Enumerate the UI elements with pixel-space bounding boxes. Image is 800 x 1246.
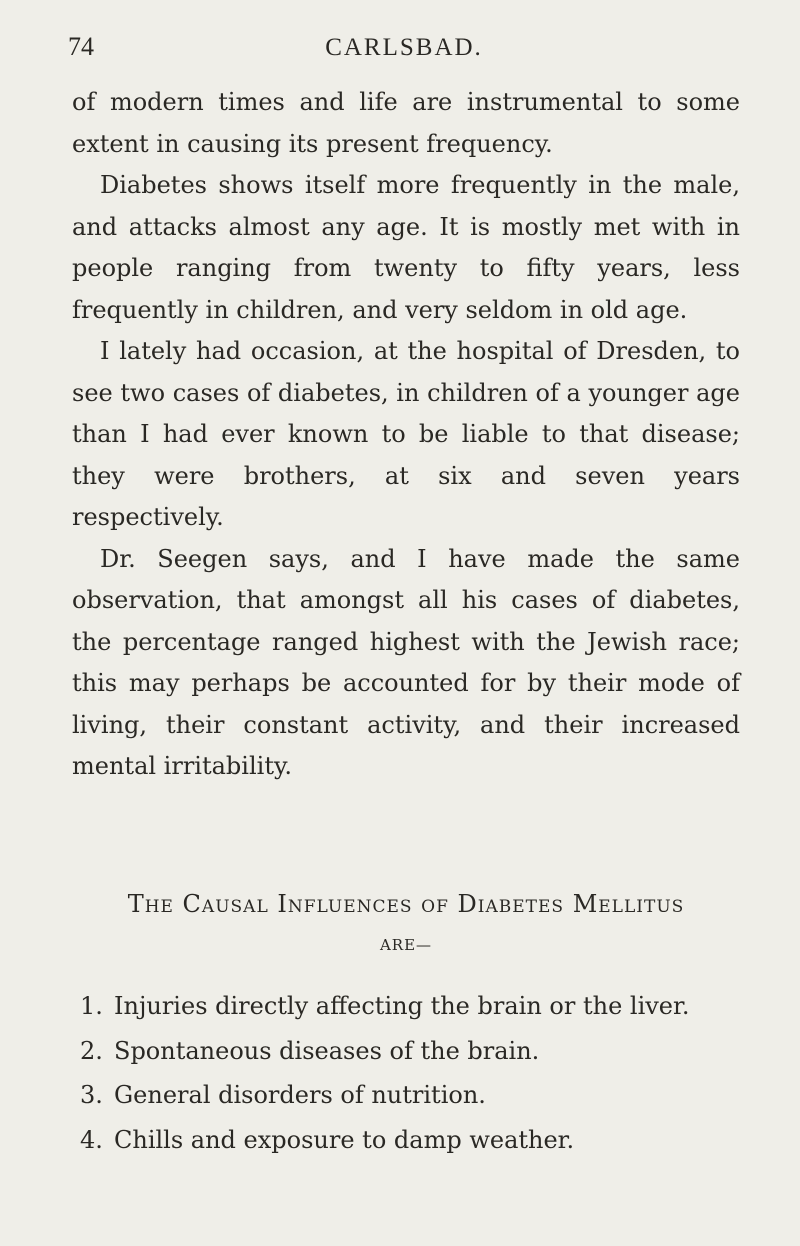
paragraph-dresden-cases: I lately had occasion, at the hospital of Dresden, to see two cases of diabetes, in children of a younger age than I had ever known to be liable to that disease; they were brothers, at six and seven years respectively.	[72, 337, 740, 531]
paragraph-continued: of modern times and life are instrumental to some extent in causing its present frequency.	[72, 88, 740, 158]
list-item-number: 1.	[80, 992, 103, 1020]
list-item-text: General disorders of nutrition.	[114, 1081, 486, 1109]
page-header	[68, 28, 740, 68]
list-item	[80, 1029, 740, 1074]
list-item-text: Chills and exposure to damp weather.	[114, 1125, 575, 1154]
causes-list	[80, 984, 740, 1162]
section-subheading: ARE—	[379, 936, 433, 954]
list-item	[80, 984, 740, 1029]
body-text	[72, 82, 740, 788]
list-item-number: 4.	[80, 1125, 103, 1154]
list-item-text: Injuries directly affecting the brain or the liver.	[114, 992, 690, 1020]
paragraph-seegen: Dr. Seegen says, and I have made the same observation, that amongst all his cases of diabetes, the percentage ranged highest with the Jewish race; this may perhaps be accounted for by their mode of living, their constant activity, and their increased mental irritability.	[72, 544, 740, 780]
list-item-text: Spontaneous diseases of the brain.	[114, 1036, 540, 1065]
page-number: 74	[68, 32, 94, 61]
list-item-number: 3.	[80, 1081, 103, 1109]
section-heading: The Causal Influences of Diabetes Mellitus	[127, 890, 685, 918]
list-item	[80, 1073, 740, 1118]
list-item-number: 2.	[80, 1036, 103, 1065]
list-item	[80, 1118, 740, 1163]
paragraph-diabetes-male: Diabetes shows itself more frequently in the male, and attacks almost any age. It is mostly met with in people ranging from twenty to fifty years, less frequently in children, and very seldom in old age.	[72, 171, 740, 324]
running-head: CARLSBAD.	[325, 34, 483, 61]
